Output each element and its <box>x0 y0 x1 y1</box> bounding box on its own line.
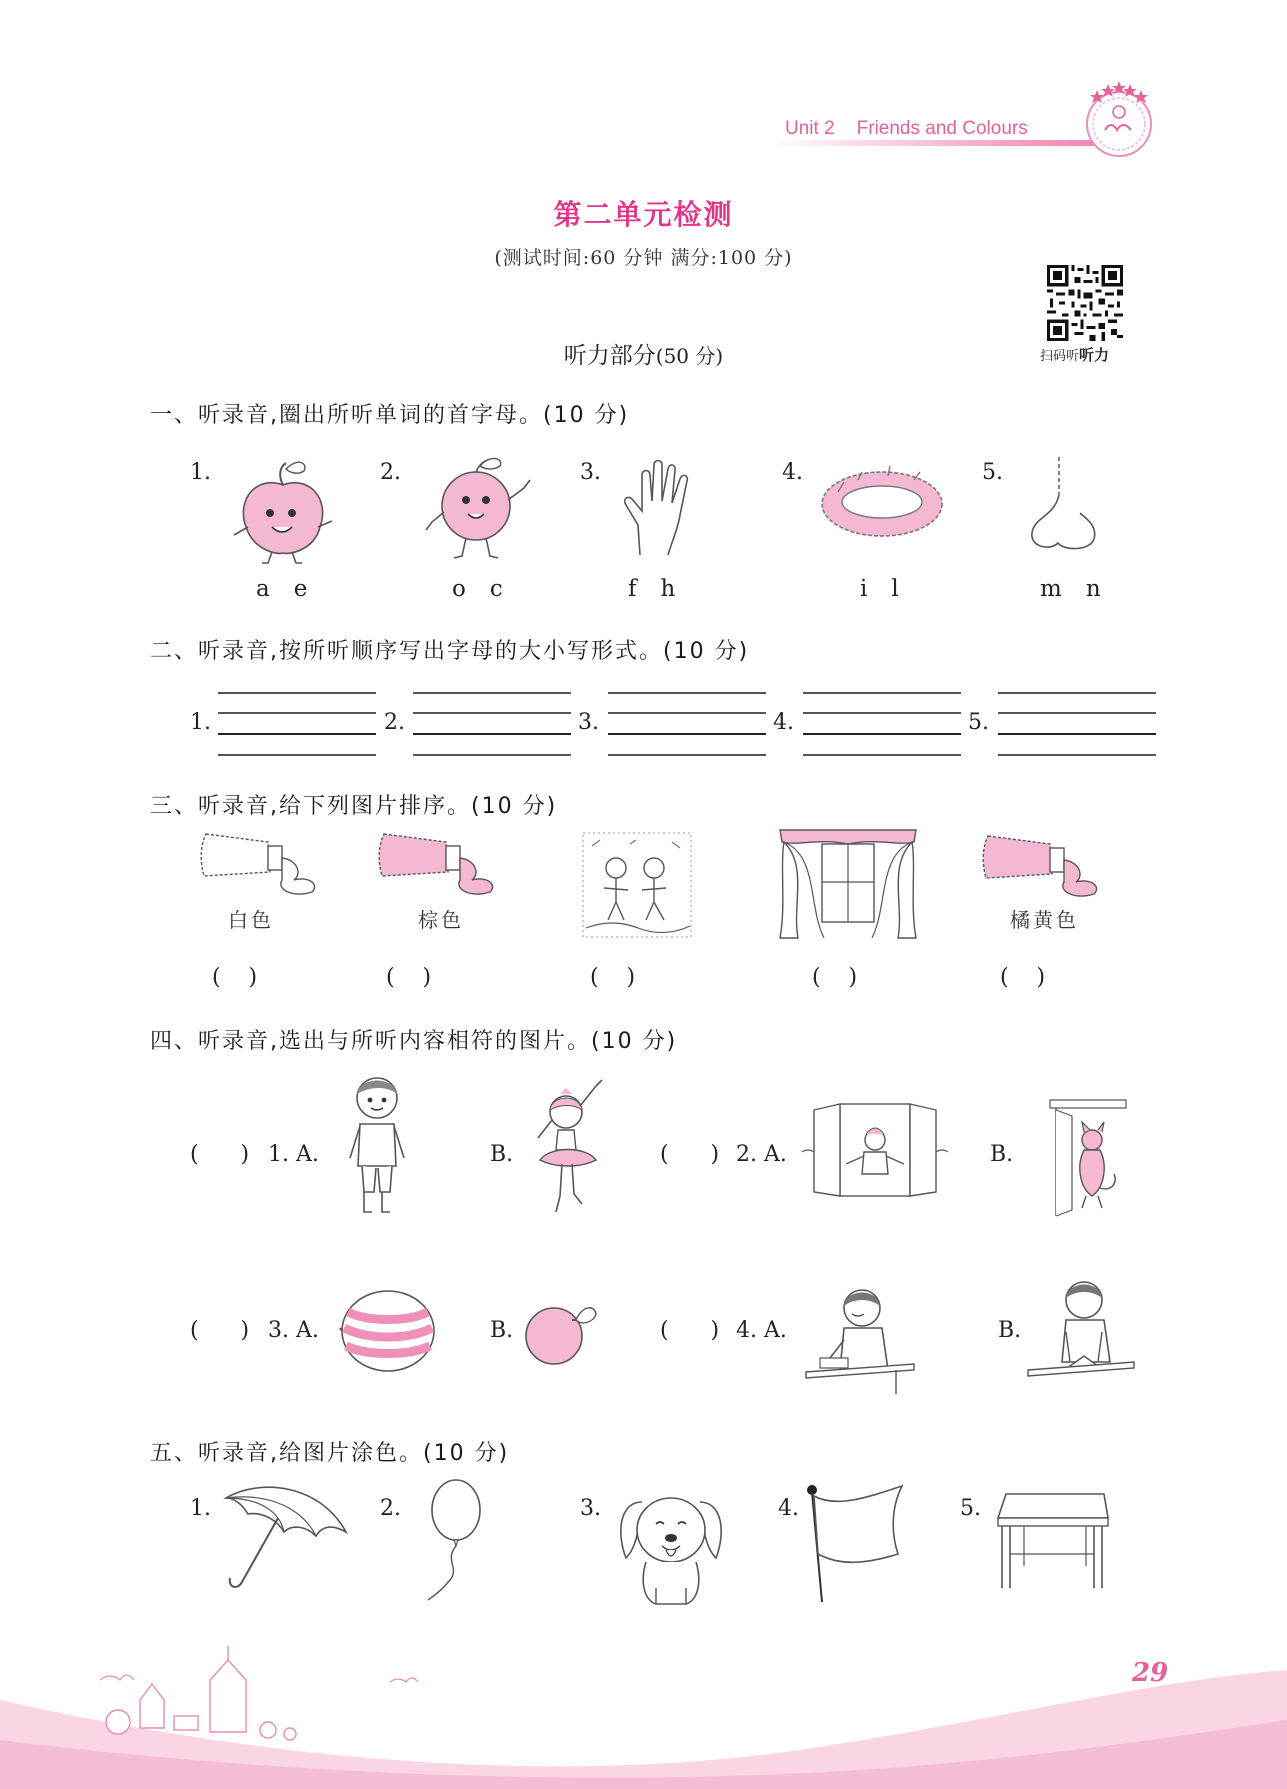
footer-wave-decoration <box>0 1640 1287 1789</box>
puppy-icon <box>616 1482 726 1610</box>
unit-label: Unit 2 <box>785 118 835 139</box>
letter-option[interactable]: n <box>1085 576 1103 602</box>
page-title: 第二单元检测 <box>553 198 734 231</box>
umbrella-icon <box>220 1478 352 1598</box>
s2-item-number: 3. <box>578 710 599 735</box>
order-blank[interactable]: ( ) <box>812 965 858 990</box>
letter-option[interactable]: c <box>489 576 505 602</box>
letter-option[interactable]: a <box>256 576 272 602</box>
letter-option[interactable]: m <box>1040 576 1064 602</box>
white-paint-tube-icon <box>198 828 323 898</box>
order-blank[interactable]: ( ) <box>1000 965 1046 990</box>
section-4-heading: 四、听录音,选出与所听内容相符的图片。(10 分) <box>150 1029 678 1054</box>
orange-character-icon <box>418 450 538 565</box>
s1-letter-options[interactable] <box>628 576 677 602</box>
writing-lines[interactable] <box>608 690 766 758</box>
peach-icon <box>228 455 338 565</box>
writing-lines[interactable] <box>218 690 376 758</box>
letter-option[interactable]: l <box>891 576 901 602</box>
s1-letter-options[interactable] <box>1040 576 1103 602</box>
s1-item-number: 3. <box>580 460 601 485</box>
s5-item-number: 3. <box>580 1496 601 1521</box>
orange-paint-tube-icon <box>980 830 1105 900</box>
cat-at-door-icon <box>1042 1096 1132 1220</box>
letter-option[interactable]: f <box>628 576 639 602</box>
unit-header <box>785 118 1028 140</box>
writing-lines[interactable] <box>998 690 1156 758</box>
section-2-heading: 二、听录音,按所听顺序写出字母的大小写形式。(10 分) <box>150 639 750 664</box>
s2-item-number: 2. <box>384 710 405 735</box>
boy-reading-icon <box>1026 1276 1136 1390</box>
balloon-icon <box>420 1476 490 1604</box>
section-5-heading: 五、听录音,给图片涂色。(10 分) <box>150 1441 510 1466</box>
option-b-label: B. <box>990 1142 1014 1167</box>
nose-icon <box>1024 455 1114 555</box>
s1-letter-options[interactable] <box>256 576 309 602</box>
s5-item-number: 4. <box>778 1496 799 1521</box>
letter-option[interactable]: o <box>452 576 468 602</box>
order-blank[interactable]: ( ) <box>212 965 258 990</box>
page-number: 29 <box>1132 1658 1169 1688</box>
hand-icon <box>620 455 700 560</box>
s2-item-number: 4. <box>773 710 794 735</box>
section-3-heading: 三、听录音,给下列图片排序。(10 分) <box>150 794 558 819</box>
s1-letter-options[interactable] <box>860 576 901 602</box>
order-blank[interactable]: ( ) <box>590 965 636 990</box>
color-label: 棕色 <box>418 908 464 932</box>
order-blank[interactable]: ( ) <box>386 965 432 990</box>
ballet-girl-icon <box>530 1076 612 1222</box>
qr-caption-prefix: 扫码听 <box>1040 349 1080 364</box>
answer-blank[interactable]: ( ) <box>190 1142 250 1167</box>
qr-caption-bold: 听力 <box>1079 346 1110 364</box>
s5-item-number: 2. <box>380 1496 401 1521</box>
option-b-label: B. <box>490 1318 514 1343</box>
unit-topic: Friends and Colours <box>856 118 1028 139</box>
option-b-label: B. <box>998 1318 1022 1343</box>
part-points: (50 分) <box>655 344 724 368</box>
letter-option[interactable]: e <box>293 576 310 602</box>
question-label: 1. A. <box>268 1142 319 1167</box>
color-label: 白色 <box>228 908 274 932</box>
writing-lines[interactable] <box>803 690 961 758</box>
boy-writing-icon <box>804 1284 916 1396</box>
qr-code-icon[interactable] <box>1047 265 1123 341</box>
watermelon-icon <box>338 1288 438 1374</box>
pink-ring-icon <box>818 462 946 542</box>
color-label: 橘黄色 <box>1010 908 1079 932</box>
s1-item-number: 2. <box>380 460 401 485</box>
s2-item-number: 1. <box>190 710 211 735</box>
s1-item-number: 1. <box>190 460 211 485</box>
window-curtains-icon <box>778 826 918 942</box>
orange-fruit-icon <box>522 1300 598 1366</box>
brown-paint-tube-icon <box>376 828 501 898</box>
publisher-badge-icon <box>1075 78 1163 160</box>
children-playing-icon <box>582 832 692 938</box>
flag-icon <box>806 1484 906 1604</box>
answer-blank[interactable]: ( ) <box>190 1318 250 1343</box>
question-label: 3. A. <box>268 1318 319 1343</box>
boy-standing-icon <box>342 1072 412 1222</box>
answer-blank[interactable]: ( ) <box>660 1318 720 1343</box>
writing-lines[interactable] <box>413 690 571 758</box>
s1-letter-options[interactable] <box>452 576 505 602</box>
s5-item-number: 5. <box>960 1496 981 1521</box>
header-rule <box>770 140 1100 146</box>
letter-option[interactable]: h <box>660 576 678 602</box>
answer-blank[interactable]: ( ) <box>660 1142 720 1167</box>
listening-part-title <box>0 337 1287 370</box>
s5-item-number: 1. <box>190 1496 211 1521</box>
s1-item-number: 4. <box>782 460 803 485</box>
s2-item-number: 5. <box>968 710 989 735</box>
question-label: 2. A. <box>736 1142 787 1167</box>
option-b-label: B. <box>490 1142 514 1167</box>
desk-icon <box>994 1492 1112 1592</box>
question-label: 4. A. <box>736 1318 787 1343</box>
girl-opening-window-icon <box>800 1100 950 1200</box>
part-name: 听力部分 <box>563 343 656 369</box>
s1-item-number: 5. <box>982 460 1003 485</box>
section-1-heading: 一、听录音,圈出所听单词的首字母。(10 分) <box>150 403 630 428</box>
letter-option[interactable]: i <box>860 576 870 602</box>
test-duration: (测试时间:60 分钟 满分:100 分) <box>494 247 793 269</box>
